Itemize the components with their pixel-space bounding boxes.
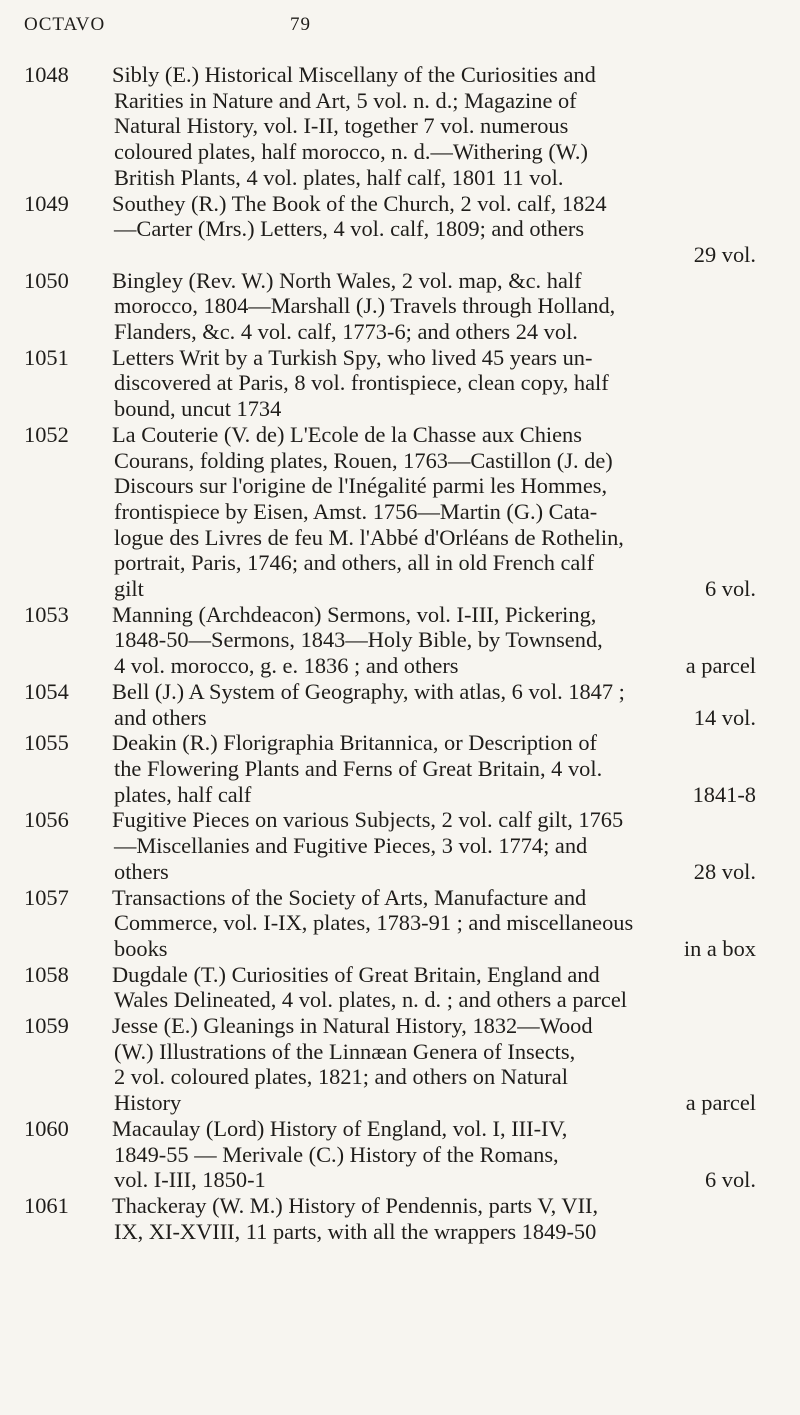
lot-final-line: [112, 576, 756, 602]
lot-text-line: Commerce, vol. I-IX, plates, 1783-91 ; and miscellaneous: [114, 910, 634, 936]
page-header: [24, 12, 756, 42]
lot-text-line: Southey (R.) The Book of the Church, 2 vol. calf, 1824: [112, 190, 607, 216]
lot-final-line: [112, 1090, 756, 1116]
lot-text-line: British Plants, 4 vol. plates, half calf, 1801 11 vol.: [114, 164, 564, 190]
lot-text-line: Rarities in Nature and Art, 5 vol. n. d.; Magazine of: [114, 87, 577, 113]
lot-text-line: the Flowering Plants and Ferns of Great Britain, 4 vol.: [114, 755, 603, 781]
lot-entry: [24, 1013, 756, 1116]
lot-text-line: Fugitive Pieces on various Subjects, 2 vol. calf gilt, 1765: [112, 807, 624, 833]
lot-text-line: portrait, Paris, 1746; and others, all in old French calf: [114, 550, 595, 576]
lot-text-line: Dugdale (T.) Curiosities of Great Britain, England and: [112, 961, 600, 987]
lot-text-line: (W.) Illustrations of the Linnæan Genera of Insects,: [114, 1038, 576, 1064]
lot-quantity: a parcel: [685, 653, 756, 679]
lot-text-line: Wales Delineated, 4 vol. plates, n. d. ; and others a parcel: [114, 987, 628, 1013]
lot-number: 1056: [24, 807, 69, 833]
lot-final-line: [112, 936, 756, 962]
lot-text-line: La Couterie (V. de) L'Ecole de la Chasse aux Chiens: [112, 421, 582, 447]
lot-text-line: Thackeray (W. M.) History of Pendennis, parts V, VII,: [112, 1192, 599, 1218]
lot-quantity: 28 vol.: [693, 858, 756, 884]
lot-number: 1051: [24, 344, 69, 370]
lot-text-line: IX, XI-XVIII, 11 parts, with all the wrappers 1849-50: [114, 1218, 597, 1244]
lot-quantity: 1841-8: [692, 781, 756, 807]
lot-text-line: —Miscellanies and Fugitive Pieces, 3 vol. 1774; and: [114, 833, 588, 859]
lot-text-line: morocco, 1804—Marshall (J.) Travels through Holland,: [114, 293, 616, 319]
lot-final-line: [112, 782, 756, 808]
lot-text-line: Macaulay (Lord) History of England, vol. I, III-IV,: [112, 1115, 568, 1141]
lot-text-line: plates, half calf: [114, 781, 252, 807]
lot-text-line: and others: [114, 704, 207, 730]
lot-text-line: others: [114, 858, 169, 884]
lot-text-line: Bingley (Rev. W.) North Wales, 2 vol. map, &c. half: [112, 267, 582, 293]
lot-number: 1053: [24, 601, 69, 627]
lot-text-line: 1849-55 — Merivale (C.) History of the Romans,: [114, 1141, 559, 1167]
lot-entry: [24, 730, 756, 807]
lot-quantity: a parcel: [685, 1090, 756, 1116]
lot-entry: [24, 962, 756, 1013]
lot-final-line: [112, 1167, 756, 1193]
section-title: OCTAVO: [24, 14, 106, 35]
lot-entry: [24, 885, 756, 962]
lot-number: 1057: [24, 884, 69, 910]
lot-text-line: gilt: [114, 576, 144, 602]
lot-number: 1060: [24, 1115, 69, 1141]
lot-entry: [24, 679, 756, 730]
lot-entry: [24, 191, 756, 268]
lot-quantity: 6 vol.: [704, 1167, 756, 1193]
lot-text-line: Discours sur l'origine de l'Inégalité parmi les Hommes,: [114, 473, 608, 499]
lot-entry: [24, 602, 756, 679]
lot-entry: [24, 1193, 756, 1244]
lot-text-line: Deakin (R.) Florigraphia Britannica, or Description of: [112, 730, 597, 756]
lot-entry: [24, 1116, 756, 1193]
lot-final-line: [112, 705, 756, 731]
lot-text-line: logue des Livres de feu M. l'Abbé d'Orléans de Rothelin,: [114, 524, 624, 550]
lot-text-line: 1848-50—Sermons, 1843—Holy Bible, by Townsend,: [114, 627, 603, 653]
lot-text-line: Flanders, &c. 4 vol. calf, 1773-6; and others 24 vol.: [114, 319, 578, 345]
lot-quantity: 29 vol.: [693, 241, 756, 267]
lot-text-line: discovered at Paris, 8 vol. frontispiece, clean copy, half: [114, 370, 609, 396]
lot-text-line: Jesse (E.) Gleanings in Natural History, 1832—Wood: [112, 1013, 593, 1039]
lot-text-line: coloured plates, half morocco, n. d.—Withering (W.): [114, 139, 588, 165]
lot-number: 1054: [24, 678, 69, 704]
lot-number: 1058: [24, 961, 69, 987]
lot-entry: [24, 62, 756, 191]
lot-number: 1055: [24, 730, 69, 756]
lot-text-line: Natural History, vol. I-II, together 7 vol. numerous: [114, 113, 569, 139]
lot-entry: [24, 345, 756, 422]
lot-number: 1048: [24, 62, 69, 87]
lot-text-line: Sibly (E.) Historical Miscellany of the Curiosities and: [112, 62, 596, 87]
lot-text-line: —Carter (Mrs.) Letters, 4 vol. calf, 1809; and others: [114, 216, 585, 242]
lot-number: 1061: [24, 1192, 69, 1218]
lot-entry: [24, 807, 756, 884]
lot-text-line: Letters Writ by a Turkish Spy, who lived 45 years un-: [112, 344, 593, 370]
lot-list: [24, 62, 756, 1244]
lot-text-line: Transactions of the Society of Arts, Manufacture and: [112, 884, 587, 910]
lot-text-line: Bell (J.) A System of Geography, with atlas, 6 vol. 1847 ;: [112, 678, 625, 704]
lot-quantity: in a box: [683, 935, 756, 961]
lot-text-line: bound, uncut 1734: [114, 396, 282, 422]
lot-number: 1049: [24, 190, 69, 216]
lot-text-line: Courans, folding plates, Rouen, 1763—Castillon (J. de): [114, 447, 613, 473]
lot-final-line: [112, 653, 756, 679]
lot-text-line: Manning (Archdeacon) Sermons, vol. I-III, Pickering,: [112, 601, 597, 627]
lot-text-line: History: [114, 1090, 182, 1116]
lot-text-line: books: [114, 935, 168, 961]
lot-text-line: 2 vol. coloured plates, 1821; and others on Natural: [114, 1064, 568, 1090]
lot-number: 1050: [24, 267, 69, 293]
lot-entry: [24, 268, 756, 345]
lot-text-line: frontispiece by Eisen, Amst. 1756—Martin (G.) Cata-: [114, 498, 598, 524]
lot-number: 1059: [24, 1013, 69, 1039]
lot-number: 1052: [24, 421, 69, 447]
lot-text-line: 4 vol. morocco, g. e. 1836 ; and others: [114, 653, 459, 679]
lot-entry: [24, 422, 756, 602]
lot-quantity: 6 vol.: [704, 576, 756, 602]
lot-text-line: vol. I-III, 1850-1: [114, 1167, 266, 1193]
lot-final-line: [112, 859, 756, 885]
page-number: 79: [290, 14, 311, 35]
lot-quantity: 14 vol.: [693, 704, 756, 730]
